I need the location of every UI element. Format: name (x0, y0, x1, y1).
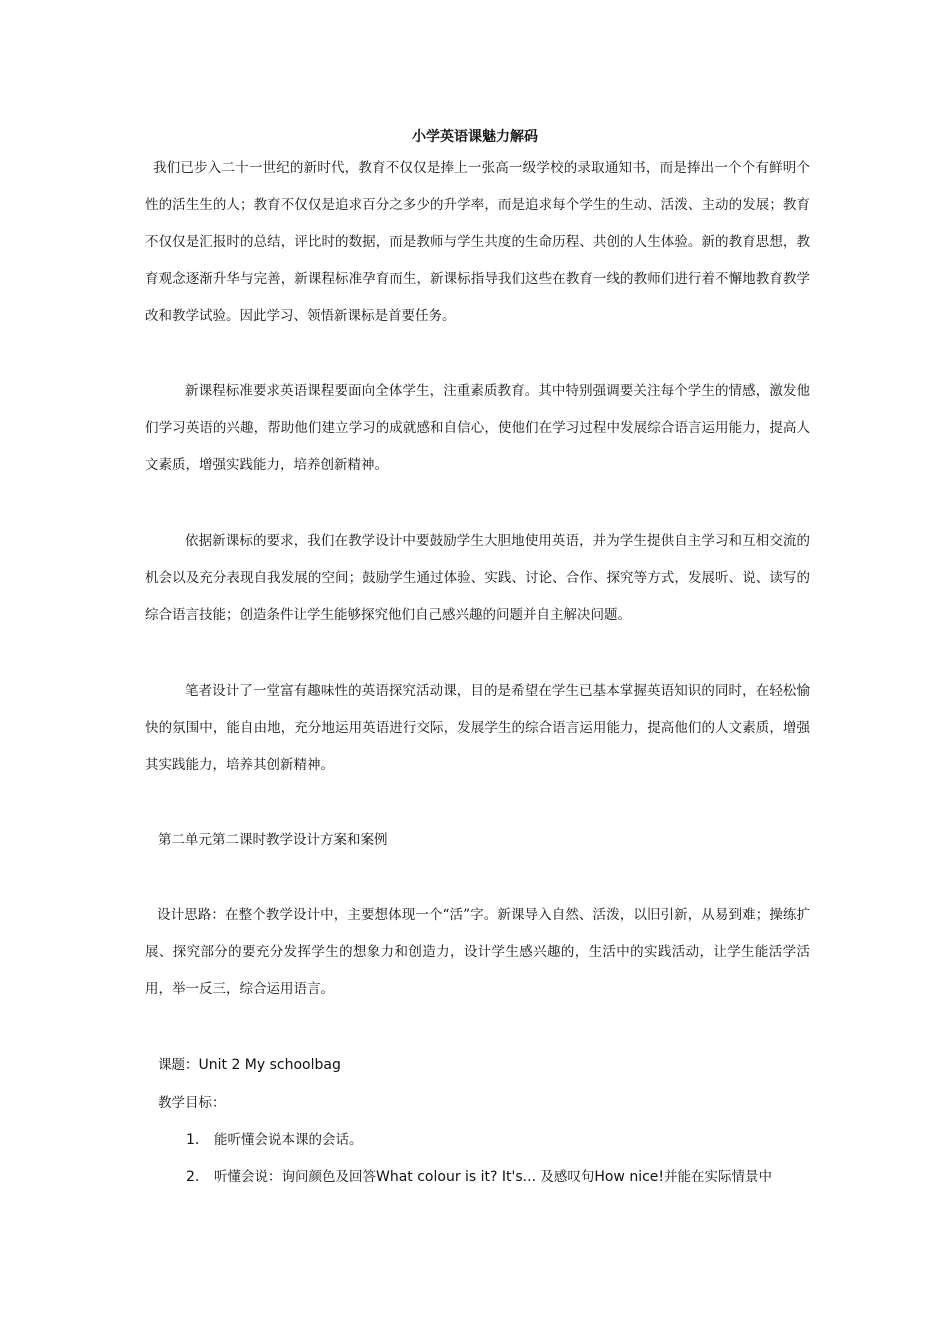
course-label: 课题： (158, 1057, 199, 1073)
goal-text-part: 及感叹句 (540, 1169, 595, 1185)
goal-english-question: What colour is it? It's... (376, 1169, 537, 1185)
goal-number: 2. (186, 1169, 200, 1185)
unit-heading: 第二单元第二课时教学设计方案和案例 (158, 832, 388, 848)
goal-text-part: 并能在实际情景中 (664, 1169, 773, 1185)
paragraph-teaching-design: 依据新课标的要求，我们在教学设计中要鼓励学生大胆地使用英语，并为学生提供自主学习和互相交流的机会以及充分表现自我发展的空间；鼓励学生通过体验、实践、讨论、合作、探究等方式，发展听、说、读写的综合语言技能；创造条件让学生能够探究他们自己感兴趣的问题并自主解决问题。 (145, 533, 810, 623)
goal-item (186, 1130, 363, 1150)
course-title-line (158, 1055, 341, 1075)
paragraph-design-idea: 设计思路：在整个教学设计中，主要想体现一个“活”字。新课导入自然、活泼，以旧引新，从易到难；操练扩展、探究部分的要充分发挥学生的想象力和创造力，设计学生感兴趣的，生活中的实践活动，让学生能活学活用，举一反三，综合运用语言。 (145, 907, 810, 997)
goal-text-part: 听懂会说：询问颜色及回答 (214, 1169, 376, 1185)
goal-item (186, 1167, 772, 1187)
goal-text: 能听懂会说本课的会话。 (214, 1132, 363, 1148)
document-title: 小学英语课魅力解码 (412, 129, 538, 145)
paragraph-curriculum-standard: 新课程标准要求英语课程要面向全体学生，注重素质教育。其中特别强调要关注每个学生的情感，激发他们学习英语的兴趣，帮助他们建立学习的成就感和自信心，使他们在学习过程中发展综合语言运用能力，提高人文素质，增强实践能力，培养创新精神。 (145, 383, 810, 473)
goal-number: 1. (186, 1132, 200, 1148)
goal-english-exclamation: How nice! (594, 1169, 665, 1185)
paragraph-author-design: 笔者设计了一堂富有趣味性的英语探究活动课，目的是希望在学生已基本掌握英语知识的同时，在轻松愉快的氛围中，能自由地，充分地运用英语进行交际，发展学生的综合语言运用能力，提高他们的人文素质，增强其实践能力，培养其创新精神。 (145, 683, 810, 773)
goals-label: 教学目标： (158, 1095, 226, 1111)
paragraph-intro: 我们已步入二十一世纪的新时代，教育不仅仅是捧上一张高一级学校的录取通知书，而是捧出一个个有鲜明个性的活生生的人；教育不仅仅是追求百分之多少的升学率，而是追求每个学生的生动、活泼、主动的发展；教育不仅仅是汇报时的总结，评比时的数据，而是教师与学生共度的生命历程、共创的人生体验。新的教育思想，教育观念逐渐升华与完善，新课程标准孕育而生，新课标指导我们这些在教育一线的教师们进行着不懈地教育教学改和教学试验。因此学习、领悟新课标是首要任务。 (145, 160, 810, 324)
course-title: Unit 2 My schoolbag (198, 1057, 341, 1073)
